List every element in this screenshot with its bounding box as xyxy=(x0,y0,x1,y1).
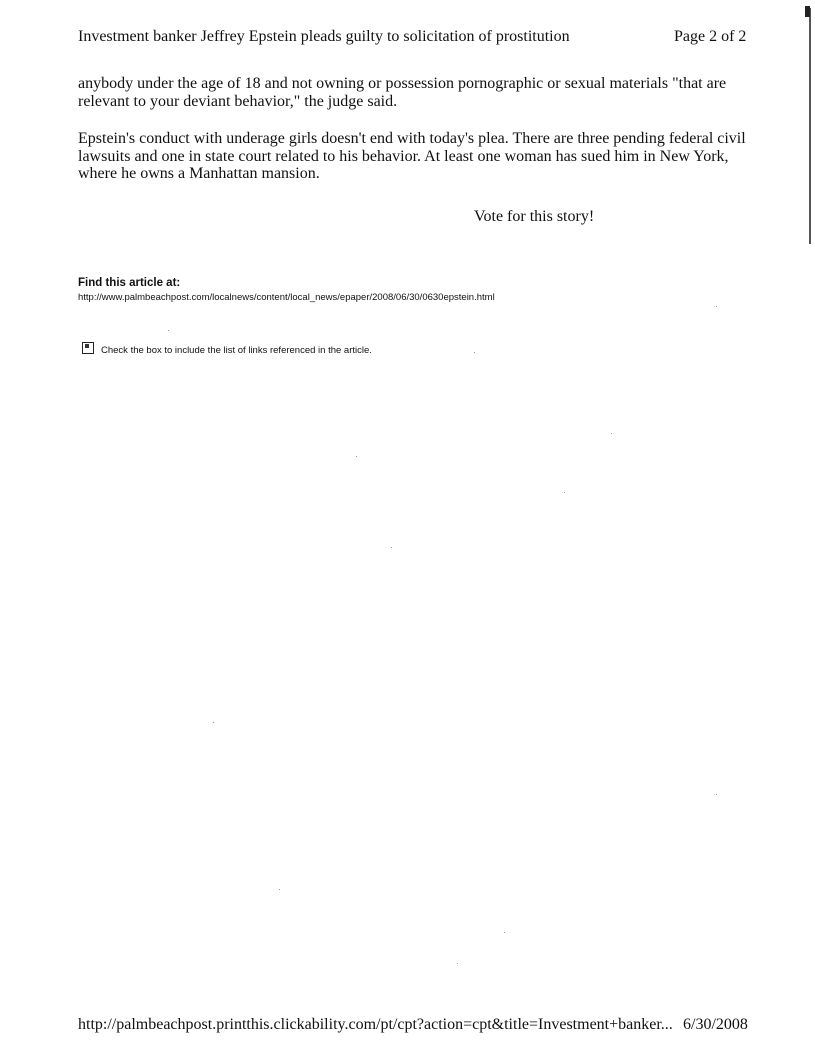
article-url-link[interactable]: http://www.palmbeachpost.com/localnews/content/local_news/epaper/2008/06/30/0630epstein.html xyxy=(78,292,495,303)
footer-url: http://palmbeachpost.printthis.clickability.com/pt/cpt?action=cpt&title=Investment+banker... xyxy=(78,1016,673,1033)
include-links-checkbox[interactable] xyxy=(82,342,94,354)
scan-speck xyxy=(716,794,717,795)
article-paragraph: Epstein's conduct with underage girls doesn't end with today's plea. There are three pending federal civil lawsuits and one in state court related to his behavior. At least one woman has sued him in New York, where he owns a Manhattan mansion. xyxy=(78,130,746,182)
footer-date: 6/30/2008 xyxy=(683,1016,748,1033)
scan-edge-line xyxy=(809,8,811,244)
scan-speck xyxy=(356,456,357,457)
scan-speck xyxy=(716,306,717,307)
scan-speck xyxy=(611,433,612,434)
scan-speck xyxy=(391,547,392,548)
scan-speck xyxy=(279,889,280,890)
vote-link[interactable]: Vote for this story! xyxy=(474,208,595,225)
scan-speck xyxy=(564,492,565,493)
article-paragraph: anybody under the age of 18 and not owning or possession pornographic or sexual materials "that are relevant to your deviant behavior," the judge said. xyxy=(78,75,727,110)
page-header-title: Investment banker Jeffrey Epstein pleads guilty to solicitation of prostitution xyxy=(78,28,570,45)
scan-speck xyxy=(213,722,214,723)
scan-speck xyxy=(457,963,458,964)
scan-speck xyxy=(168,330,169,331)
scan-speck xyxy=(504,932,505,933)
find-article-heading: Find this article at: xyxy=(78,277,181,289)
scan-edge-mark xyxy=(805,6,810,17)
page-indicator: Page 2 of 2 xyxy=(674,28,747,45)
include-links-label: Check the box to include the list of links referenced in the article. xyxy=(101,345,372,356)
scan-speck xyxy=(474,352,475,353)
